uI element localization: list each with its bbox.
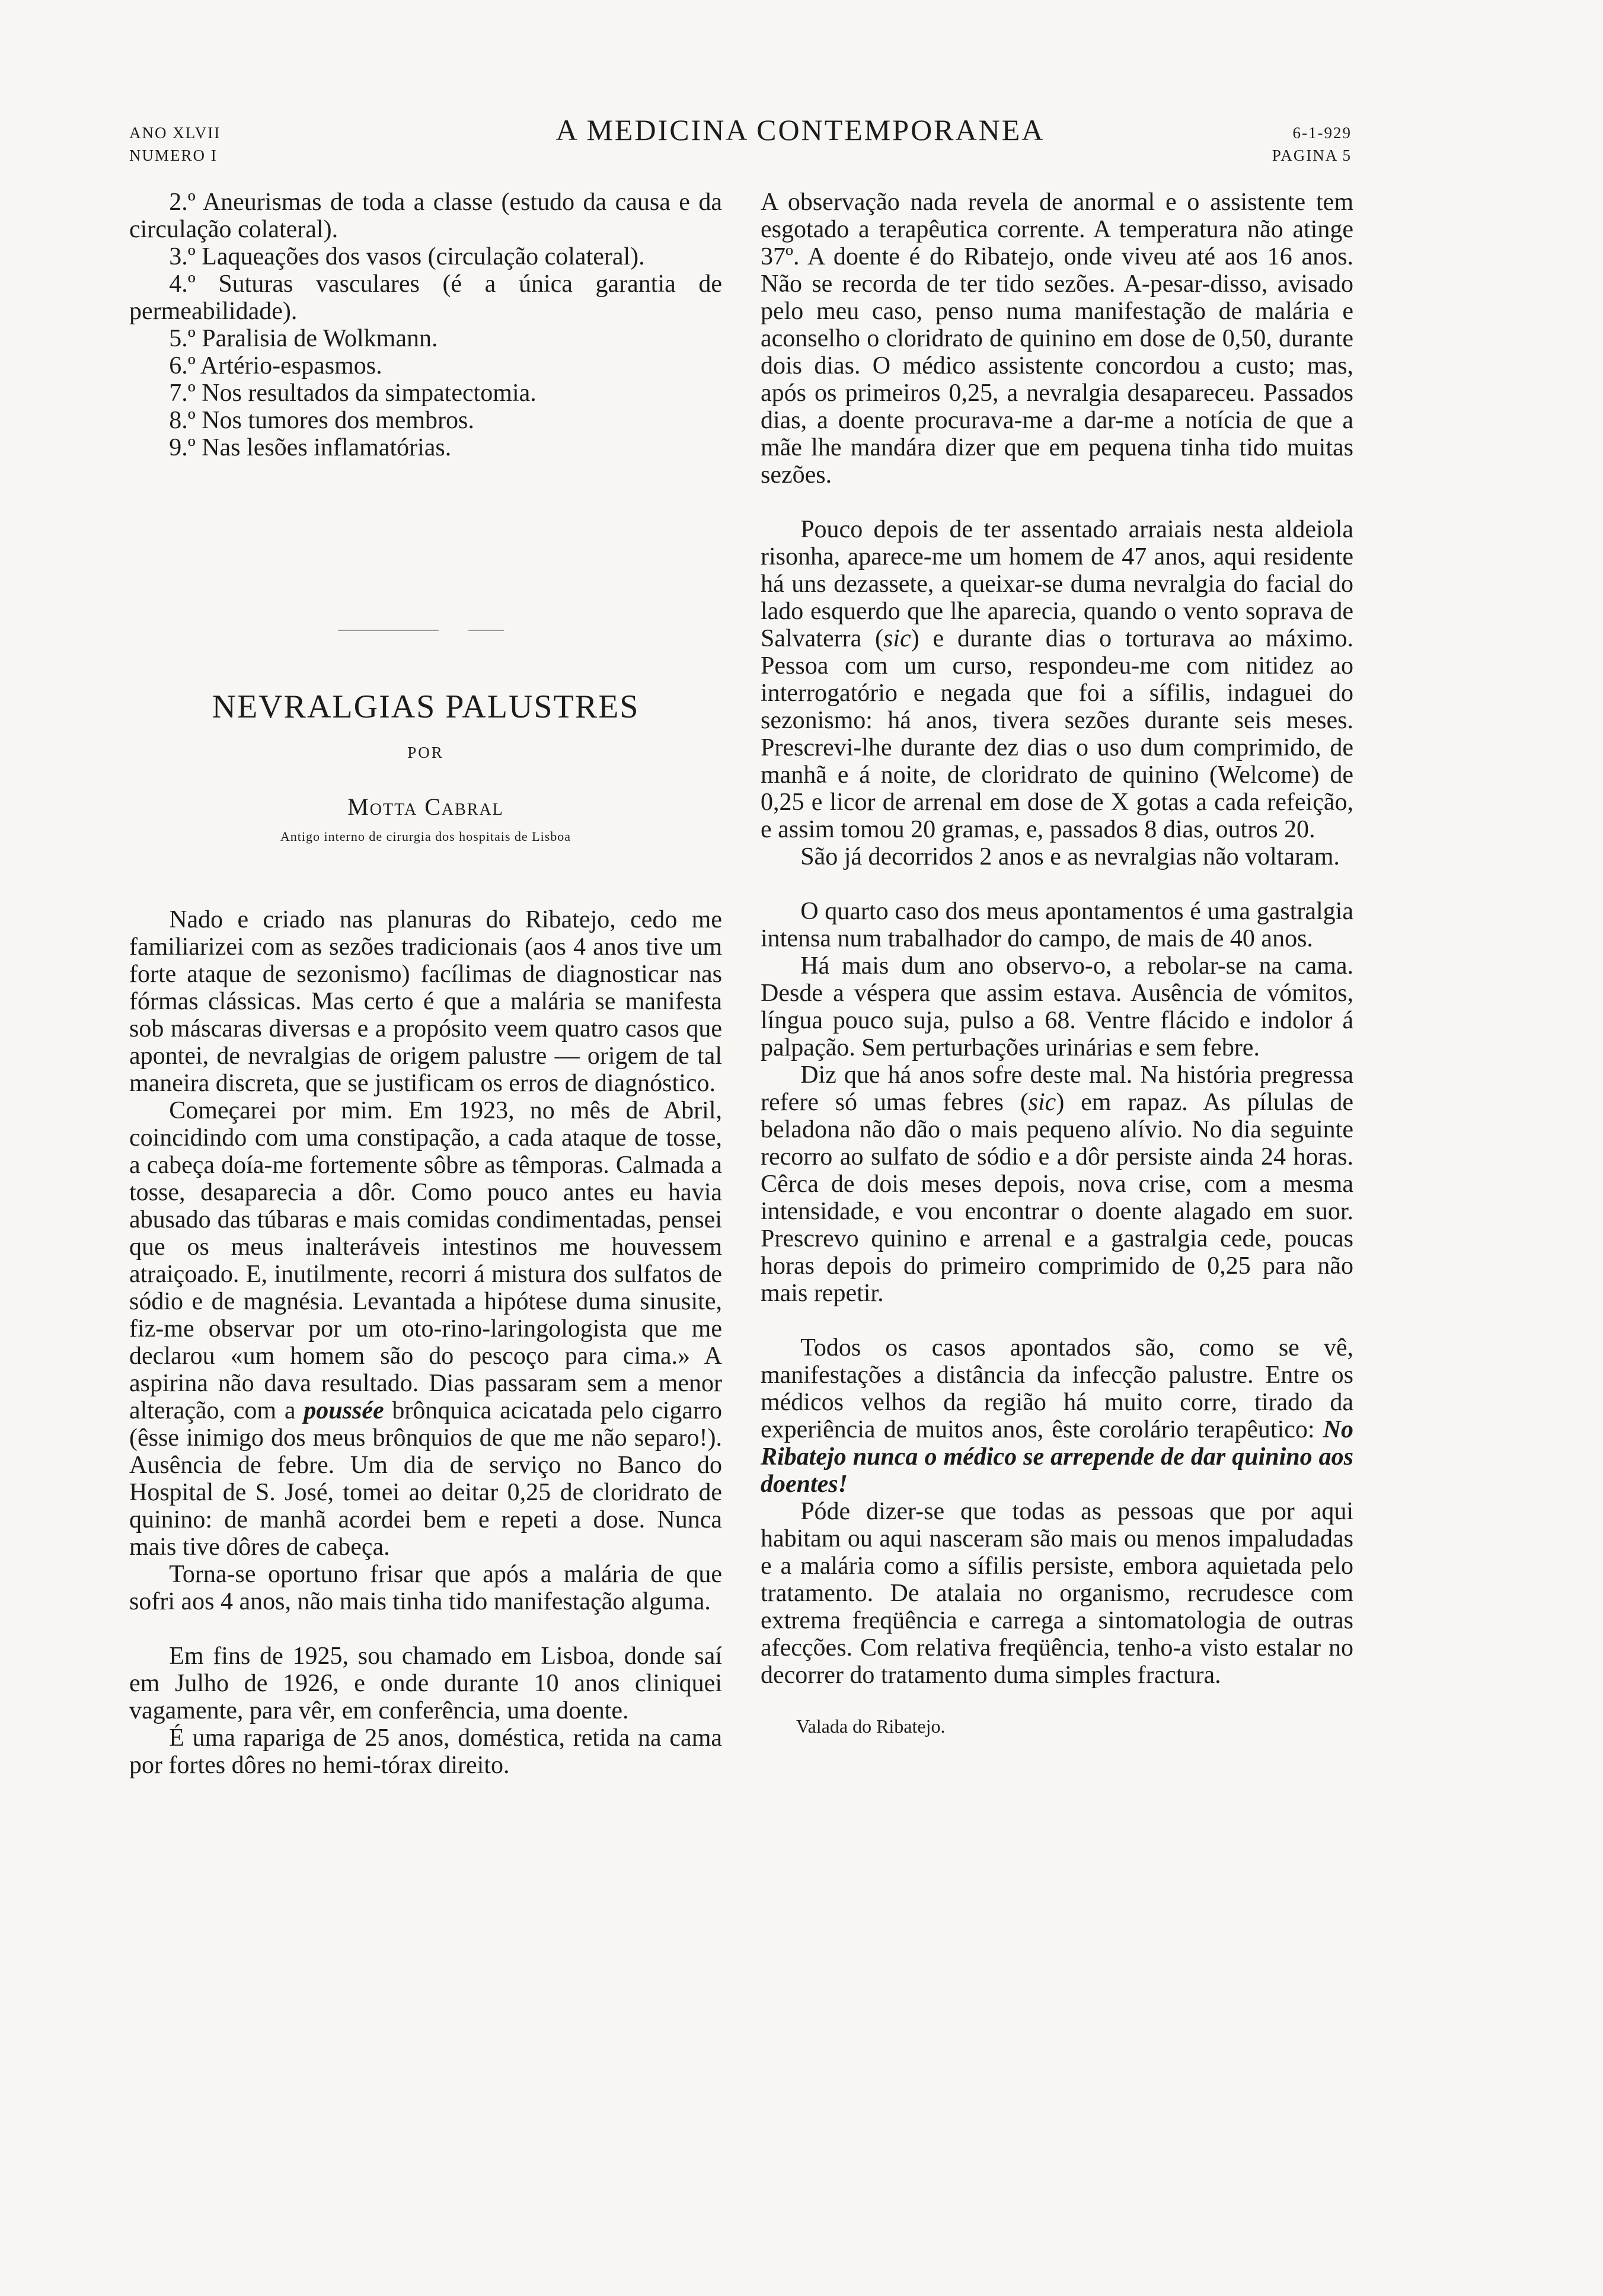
left-column-body — [129, 906, 722, 1779]
paragraph-text: Pouco depois de ter assentado arraiais nesta aldeiola risonha, aparece-me um homem de 47 anos, aqui residente há uns dezassete, a queixar-se duma nevralgia do facial do lado esquerdo que lhe aparecia, quando o vento soprava de Salvaterra ( — [761, 516, 1353, 652]
section-divider — [338, 630, 439, 631]
paragraph-text: Diz que há anos sofre deste mal. Na história pregressa refere só umas febres ( — [761, 1061, 1353, 1116]
list — [129, 189, 722, 461]
spacer — [761, 870, 1353, 898]
paragraph-text: Todos os casos apontados são, como se vê, manifestações a distância da infecção palustre. Entre os médicos velhos da região há muito corre, tirado da experiência de muitos anos, êste corolário terapêutico: — [761, 1334, 1353, 1443]
paragraph: O quarto caso dos meus apontamentos é uma gastralgia intensa num trabalhador do campo, de mais de 40 anos. — [761, 898, 1353, 952]
paragraph: Póde dizer-se que todas as pessoas que por aqui habitam ou aqui nasceram são mais ou menos impaludadas e a malária como a sífilis persiste, embora aquietada pelo tratamento. De atalaia no organismo, recrudesce com extrema freqüência e carrega a sintomatologia de outras afecções. Com relativa freqüência, tenho-a visto estalar no decorrer do tratamento duma simples fractura. — [761, 1498, 1353, 1689]
left-column — [129, 189, 722, 461]
paragraph: Há mais dum ano observo-o, a rebolar-se na cama. Desde a véspera que assim estava. Ausência de vómitos, língua pouco suja, pulso a 68. Ventre flácido e indolor á palpação. Sem perturbações urinárias e sem febre. — [761, 952, 1353, 1061]
paragraph-text: brônquica acicatada pelo cigarro (êsse inimigo dos meus brônquios de que me não separo!). Ausência de febre. Um dia de serviço no Banco do Hospital de S. José, tomei ao deitar 0,25 de cloridrato de quinino: de manhã acordei bem e repeti a dose. Nunca mais tive dôres de cabeça. — [129, 1397, 723, 1561]
byline-por: POR — [407, 744, 444, 761]
paragraph: Em fins de 1925, sou chamado em Lisboa, donde saí em Julho de 1926, e onde durante 10 anos cliniquei vagamente, para vêr, em conferência, uma doente. — [129, 1643, 722, 1724]
paragraph — [129, 1097, 722, 1561]
paragraph: Torna-se oportuno frisar que após a malária de que sofri aos 4 anos, não mais tinha tido manifestação alguma. — [129, 1561, 722, 1615]
author-affiliation: Antigo interno de cirurgia dos hospitais de Lisboa — [280, 829, 571, 844]
sic-term: sic — [1028, 1089, 1056, 1116]
author-name: Motta Cabral — [347, 793, 504, 820]
paragraph — [761, 1334, 1353, 1498]
section-divider — [468, 630, 504, 631]
right-column — [761, 189, 1353, 1740]
journal-title: A MEDICINA CONTEMPORANEA — [555, 113, 1045, 146]
header-date: 6-1-929 — [1292, 124, 1352, 142]
spacer — [761, 489, 1353, 516]
paragraph: A observação nada revela de anormal e o assistente tem esgotado a terapêutica corrente. A temperatura não atinge 37º. A doente é do Ribatejo, onde viveu até aos 16 anos. Não se recorda de ter tido sezões. A-pesar-disso, avisado pelo meu caso, penso numa manifestação de malária e aconselho o cloridrato de quinino em dose de 0,50, durante dois dias. O médico assistente concordou a custo; mas, após os primeiros 0,25, a nevralgia desapareceu. Passados dias, a doente procurava-me a dar-me a notícia de que a mãe lhe mandára dizer que em pequena tinha tido muitas sezões. — [761, 189, 1353, 489]
paragraph — [761, 1061, 1353, 1307]
spacer — [129, 1615, 722, 1643]
spacer — [761, 1689, 1353, 1713]
list-item: 5.º Paralisia de Wolkmann. — [169, 325, 438, 352]
list-item: 2.º Aneurismas de toda a classe (estudo da causa e da circulação colateral). — [129, 189, 722, 243]
article-heading — [129, 688, 722, 844]
paragraph — [761, 516, 1353, 843]
italic-term: poussée — [304, 1397, 384, 1424]
article-title: NEVRALGIAS PALUSTRES — [212, 688, 640, 725]
header-volume — [129, 122, 221, 167]
list-item: 7.º Nos resultados da simpatectomia. — [169, 380, 537, 407]
header-number: NUMERO I — [129, 146, 218, 164]
sic-term: sic — [883, 625, 911, 652]
spacer — [761, 1307, 1353, 1334]
list-item: 8.º Nos tumores dos membros. — [169, 407, 474, 434]
header-date-page — [1245, 122, 1352, 167]
place-signature: Valada do Ribatejo. — [796, 1715, 946, 1737]
paragraph: São já decorridos 2 anos e as nevralgias não voltaram. — [800, 843, 1340, 870]
header-page: PAGINA 5 — [1272, 146, 1352, 164]
italic-aphorism: No Ribatejo nunca o médico se arrepende de dar quinino aos doentes! — [761, 1416, 1353, 1498]
paragraph-text: ) e durante dias o torturava ao máximo. Pessoa com um curso, respondeu-me com nitidez ao interrogatório e negada que foi a sífilis, indaguei do sezonismo: há anos, tivera sezões durante seis meses. Prescrevi-lhe durante dez dias o uso dum comprimido, de manhã e á noite, de cloridrato de quinino (Welcome) de 0,25 e licor de arrenal em dose de X gotas a cada refeição, e assim tomou 20 gramas, e, passados 8 dias, outros 20. — [761, 625, 1353, 843]
paragraph: Nado e criado nas planuras do Ribatejo, cedo me familiarizei com as sezões tradicionais (aos 4 anos tive um forte ataque de sezonismo) facílimas de diagnosticar nas fórmas clássicas. Mas certo é que a malária se manifesta sob máscaras diversas e a propósito veem quatro casos que apontei, de nevralgias de origem palustre — origem de tal maneira discreta, que se justificam os erros de diagnóstico. — [129, 906, 722, 1097]
list-item: 4.º Suturas vasculares (é a única garantia de permeabilidade). — [129, 270, 722, 325]
list-item: 6.º Artério-espasmos. — [169, 352, 382, 380]
paragraph: É uma rapariga de 25 anos, doméstica, retida na cama por fortes dôres no hemi-tórax direito. — [129, 1724, 722, 1779]
header-year: ANO XLVII — [129, 124, 221, 142]
list-item: 3.º Laqueações dos vasos (circulação colateral). — [169, 243, 645, 270]
paragraph-text: Começarei por mim. Em 1923, no mês de Abril, coincidindo com uma constipação, a cada ataque de tosse, a cabeça doía-me fortemente sôbre as têmporas. Calmada a tosse, desaparecia a dôr. Como pouco antes eu havia abusado das túbaras e mais comidas condimentadas, pensei que os meus inalteráveis intestinos me houvessem atraiçoado. E, inutilmente, recorri á mistura dos sulfatos de sódio e de magnésia. Levantada a hipótese duma sinusite, fiz-me observar por um oto-rino-laringologista que me declarou «um homem são do pescoço para cima.» A aspirina não dava resultado. Dias passaram sem a menor alteração, com a — [129, 1097, 722, 1424]
paragraph-text: ) em rapaz. As pílulas de beladona não dão o mais pequeno alívio. No dia seguinte recorro ao sulfato de sódio e a dôr persiste ainda 24 horas. Cêrca de dois meses depois, nova crise, com a mesma intensidade, e vou encontrar o doente alagado em suor. Prescrevo quinino e arrenal e a gastralgia cede, poucas horas depois do primeiro comprimido de 0,25 para não mais repetir. — [761, 1089, 1353, 1307]
list-item: 9.º Nas lesões inflamatórias. — [169, 434, 452, 461]
